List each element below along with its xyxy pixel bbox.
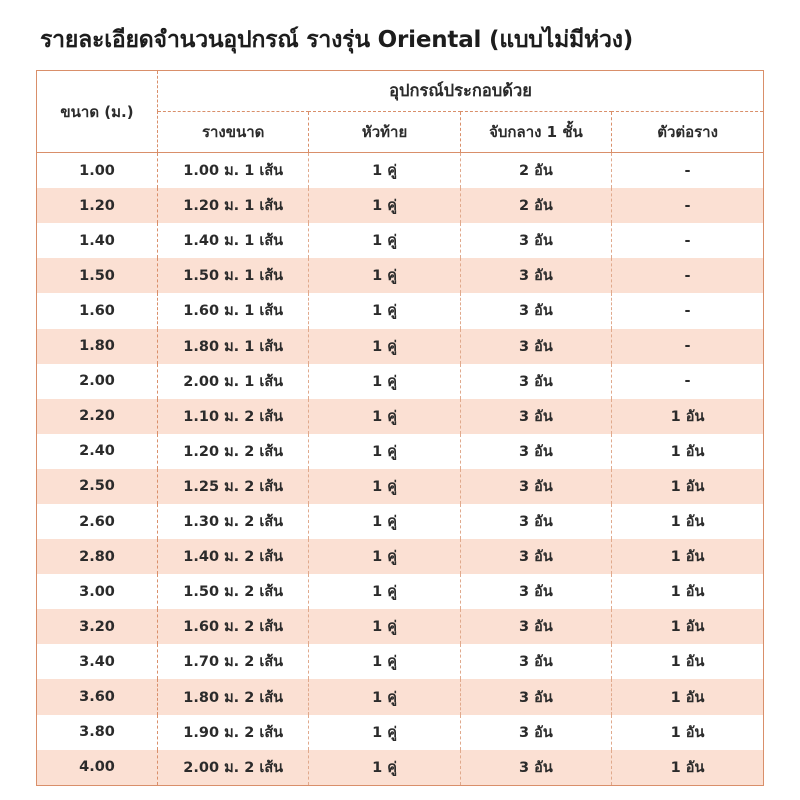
cell-size: 4.00 — [37, 750, 158, 785]
cell-connector: - — [612, 293, 763, 328]
cell-rail: 2.00 ม. 1 เส้น — [158, 364, 309, 399]
cell-rail: 1.25 ม. 2 เส้น — [158, 469, 309, 504]
cell-midbracket: 3 อัน — [460, 609, 611, 644]
table-row — [37, 750, 763, 785]
cell-midbracket: 3 อัน — [460, 329, 611, 364]
cell-size: 3.80 — [37, 715, 158, 750]
cell-midbracket: 3 อัน — [460, 679, 611, 714]
cell-size: 1.80 — [37, 329, 158, 364]
cell-size: 2.00 — [37, 364, 158, 399]
page-title: รายละเอียดจำนวนอุปกรณ์ รางรุ่น Oriental (แบบไม่มีห่วง) — [40, 27, 634, 53]
table-row — [37, 399, 763, 434]
cell-size: 2.60 — [37, 504, 158, 539]
cell-endcap: 1 คู่ — [309, 644, 460, 679]
table-head — [37, 71, 763, 153]
table-row — [37, 329, 763, 364]
table-row — [37, 223, 763, 258]
table-row — [37, 153, 763, 189]
cell-connector: 1 อัน — [612, 574, 763, 609]
cell-endcap: 1 คู่ — [309, 293, 460, 328]
cell-rail: 1.50 ม. 1 เส้น — [158, 258, 309, 293]
cell-midbracket: 3 อัน — [460, 223, 611, 258]
cell-endcap: 1 คู่ — [309, 364, 460, 399]
cell-midbracket: 2 อัน — [460, 188, 611, 223]
cell-connector: 1 อัน — [612, 715, 763, 750]
cell-midbracket: 2 อัน — [460, 153, 611, 189]
cell-rail: 1.50 ม. 2 เส้น — [158, 574, 309, 609]
cell-rail: 1.20 ม. 1 เส้น — [158, 188, 309, 223]
cell-endcap: 1 คู่ — [309, 434, 460, 469]
cell-size: 3.20 — [37, 609, 158, 644]
table-row — [37, 258, 763, 293]
cell-size: 1.60 — [37, 293, 158, 328]
cell-rail: 1.40 ม. 1 เส้น — [158, 223, 309, 258]
cell-connector: - — [612, 153, 763, 189]
cell-rail: 1.30 ม. 2 เส้น — [158, 504, 309, 539]
cell-endcap: 1 คู่ — [309, 223, 460, 258]
cell-midbracket: 3 อัน — [460, 750, 611, 785]
cell-midbracket: 3 อัน — [460, 504, 611, 539]
table-row — [37, 434, 763, 469]
table-row — [37, 715, 763, 750]
column-header-size: ขนาด (ม.) — [37, 71, 158, 153]
cell-size: 3.40 — [37, 644, 158, 679]
cell-endcap: 1 คู่ — [309, 715, 460, 750]
cell-connector: 1 อัน — [612, 434, 763, 469]
cell-size: 2.50 — [37, 469, 158, 504]
cell-connector: 1 อัน — [612, 469, 763, 504]
column-header-endcap: หัวท้าย — [309, 112, 460, 153]
cell-endcap: 1 คู่ — [309, 258, 460, 293]
cell-connector: 1 อัน — [612, 539, 763, 574]
cell-connector: - — [612, 188, 763, 223]
cell-connector: 1 อัน — [612, 750, 763, 785]
cell-endcap: 1 คู่ — [309, 188, 460, 223]
cell-midbracket: 3 อัน — [460, 434, 611, 469]
column-group-header: อุปกรณ์ประกอบด้วย — [158, 71, 764, 112]
table-row — [37, 574, 763, 609]
cell-connector: 1 อัน — [612, 679, 763, 714]
column-header-connector: ตัวต่อราง — [612, 112, 763, 153]
spec-table — [37, 71, 763, 785]
cell-rail: 1.40 ม. 2 เส้น — [158, 539, 309, 574]
cell-midbracket: 3 อัน — [460, 469, 611, 504]
cell-endcap: 1 คู่ — [309, 504, 460, 539]
cell-endcap: 1 คู่ — [309, 329, 460, 364]
cell-size: 2.20 — [37, 399, 158, 434]
cell-size: 3.00 — [37, 574, 158, 609]
cell-connector: 1 อัน — [612, 609, 763, 644]
cell-size: 1.50 — [37, 258, 158, 293]
cell-endcap: 1 คู่ — [309, 539, 460, 574]
table-row — [37, 469, 763, 504]
table-row — [37, 539, 763, 574]
cell-midbracket: 3 อัน — [460, 644, 611, 679]
table-row — [37, 293, 763, 328]
cell-size: 2.40 — [37, 434, 158, 469]
table-row — [37, 364, 763, 399]
cell-midbracket: 3 อัน — [460, 399, 611, 434]
cell-rail: 1.60 ม. 2 เส้น — [158, 609, 309, 644]
cell-connector: 1 อัน — [612, 399, 763, 434]
cell-rail: 1.20 ม. 2 เส้น — [158, 434, 309, 469]
cell-endcap: 1 คู่ — [309, 609, 460, 644]
cell-connector: 1 อัน — [612, 644, 763, 679]
cell-rail: 2.00 ม. 2 เส้น — [158, 750, 309, 785]
cell-rail: 1.80 ม. 1 เส้น — [158, 329, 309, 364]
cell-size: 2.80 — [37, 539, 158, 574]
cell-rail: 1.90 ม. 2 เส้น — [158, 715, 309, 750]
cell-midbracket: 3 อัน — [460, 364, 611, 399]
cell-midbracket: 3 อัน — [460, 715, 611, 750]
cell-rail: 1.70 ม. 2 เส้น — [158, 644, 309, 679]
cell-size: 1.00 — [37, 153, 158, 189]
cell-endcap: 1 คู่ — [309, 574, 460, 609]
cell-midbracket: 3 อัน — [460, 574, 611, 609]
cell-size: 1.20 — [37, 188, 158, 223]
cell-connector: - — [612, 364, 763, 399]
cell-endcap: 1 คู่ — [309, 679, 460, 714]
cell-rail: 1.80 ม. 2 เส้น — [158, 679, 309, 714]
cell-endcap: 1 คู่ — [309, 153, 460, 189]
column-header-rail: รางขนาด — [158, 112, 309, 153]
table-header-row-1 — [37, 71, 763, 112]
cell-rail: 1.00 ม. 1 เส้น — [158, 153, 309, 189]
cell-endcap: 1 คู่ — [309, 469, 460, 504]
cell-midbracket: 3 อัน — [460, 258, 611, 293]
cell-endcap: 1 คู่ — [309, 399, 460, 434]
spec-table-container — [36, 70, 764, 786]
cell-endcap: 1 คู่ — [309, 750, 460, 785]
cell-size: 1.40 — [37, 223, 158, 258]
cell-connector: 1 อัน — [612, 504, 763, 539]
cell-connector: - — [612, 258, 763, 293]
cell-midbracket: 3 อัน — [460, 293, 611, 328]
table-row — [37, 188, 763, 223]
table-row — [37, 644, 763, 679]
table-row — [37, 679, 763, 714]
cell-rail: 1.10 ม. 2 เส้น — [158, 399, 309, 434]
table-body — [37, 153, 763, 786]
column-header-midbracket: จับกลาง 1 ชั้น — [460, 112, 611, 153]
cell-connector: - — [612, 223, 763, 258]
cell-midbracket: 3 อัน — [460, 539, 611, 574]
table-row — [37, 609, 763, 644]
cell-rail: 1.60 ม. 1 เส้น — [158, 293, 309, 328]
table-row — [37, 504, 763, 539]
cell-connector: - — [612, 329, 763, 364]
cell-size: 3.60 — [37, 679, 158, 714]
